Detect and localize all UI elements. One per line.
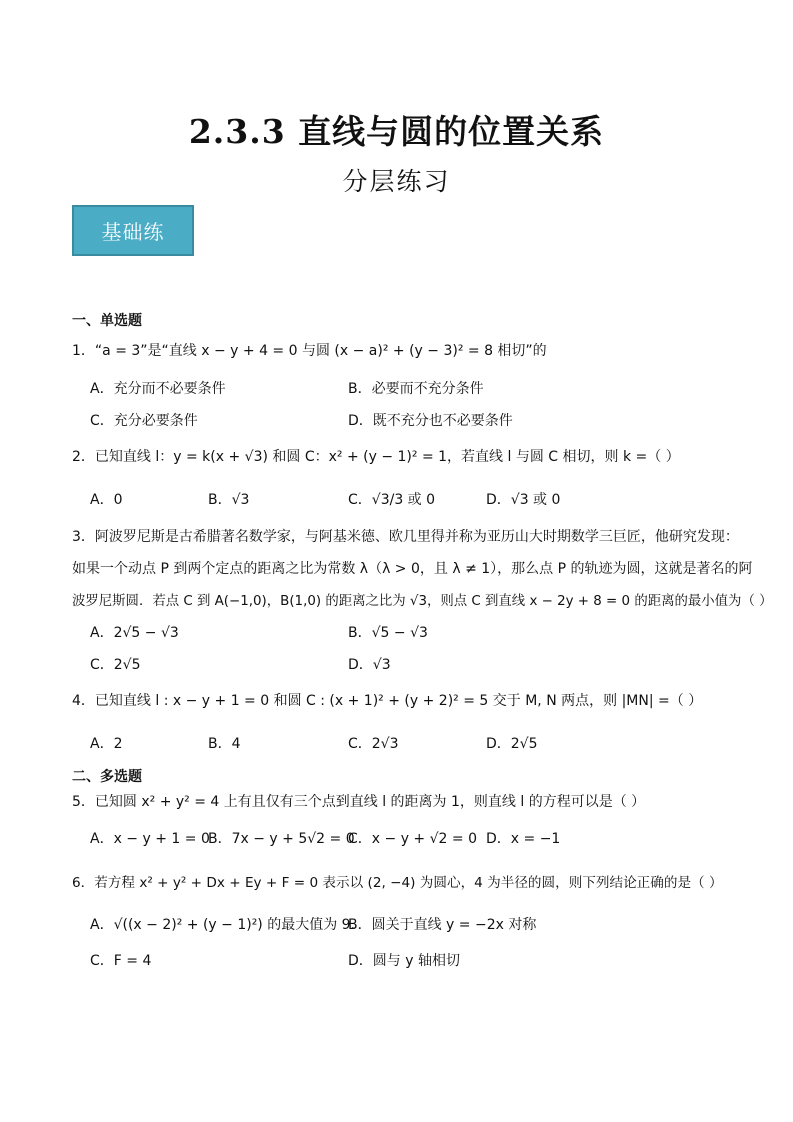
question-3-option-d: D．√3 — [348, 657, 391, 673]
question-4-option-a: A．2 — [90, 736, 123, 752]
question-6-stem: 6．若方程 x² + y² + Dx + Ey + F = 0 表示以 (2, −4) 为圆心，4 为半径的圆，则下列结论正确的是（ ） — [72, 875, 723, 891]
question-2-stem: 2．已知直线 l：y = k(x + √3) 和圆 C：x² + (y − 1)² = 1，若直线 l 与圆 C 相切，则 k =（ ） — [72, 449, 680, 465]
question-2-option-c: C．√3/3 或 0 — [348, 492, 436, 508]
question-5-option-d: D．x = −1 — [486, 831, 561, 847]
page-title: 2.3.3 直线与圆的位置关系 — [188, 112, 605, 151]
question-3-option-c: C．2√5 — [90, 657, 141, 673]
question-3-option-a: A．2√5 − √3 — [90, 625, 179, 641]
question-3-line-2: 如果一个动点 P 到两个定点的距离之比为常数 λ（λ > 0，且 λ ≠ 1），那么点 P 的轨迹为圆，这就是著名的阿 — [72, 561, 753, 577]
question-4-stem: 4．已知直线 l : x − y + 1 = 0 和圆 C : (x + 1)² + (y + 2)² = 5 交于 M, N 两点，则 |MN| =（ ） — [72, 693, 703, 709]
question-6-option-d: D．圆与 y 轴相切 — [348, 953, 460, 969]
question-6-option-c: C．F = 4 — [90, 953, 152, 969]
question-3-line-1: 3．阿波罗尼斯是古希腊著名数学家，与阿基米德、欧几里得并称为亚历山大时期数学三巨匠，他研究发现： — [72, 529, 739, 545]
question-6-option-b: B．圆关于直线 y = −2x 对称 — [348, 917, 537, 933]
page-subtitle: 分层练习 — [342, 167, 451, 196]
section-heading-single: 一、单选题 — [72, 313, 142, 329]
question-5-option-c: C．x − y + √2 = 0 — [348, 831, 477, 847]
question-1-option-b: B．必要而不充分条件 — [348, 381, 484, 397]
question-2-option-a: A．0 — [90, 492, 123, 508]
question-1-option-d: D．既不充分也不必要条件 — [348, 413, 513, 429]
question-2-option-d: D．√3 或 0 — [486, 492, 561, 508]
question-1-option-c: C．充分必要条件 — [90, 413, 198, 429]
question-5-option-b: B．7x − y + 5√2 = 0 — [208, 831, 355, 847]
question-4-option-c: C．2√3 — [348, 736, 399, 752]
question-5-stem: 5．已知圆 x² + y² = 4 上有且仅有三个点到直线 l 的距离为 1，则直线 l 的方程可以是（ ） — [72, 794, 646, 810]
question-4-option-d: D．2√5 — [486, 736, 538, 752]
question-2-option-b: B．√3 — [208, 492, 250, 508]
question-1-stem: 1．“a = 3”是“直线 x − y + 4 = 0 与圆 (x − a)² + (y − 3)² = 8 相切”的 — [72, 343, 547, 359]
question-6-option-a: A．√((x − 2)² + (y − 1)²) 的最大值为 9． — [90, 917, 365, 933]
question-4-option-b: B．4 — [208, 736, 241, 752]
section-heading-multi: 二、多选题 — [72, 769, 142, 785]
question-1-option-a: A．充分而不必要条件 — [90, 381, 226, 397]
question-3-line-3: 波罗尼斯圆．若点 C 到 A(−1,0)，B(1,0) 的距离之比为 √3，则点 C 到直线 x − 2y + 8 = 0 的距离的最小值为（ ） — [72, 594, 773, 609]
question-3-option-b: B．√5 − √3 — [348, 625, 428, 641]
question-5-option-a: A．x − y + 1 = 0 — [90, 831, 210, 847]
level-badge: 基础练 — [72, 205, 194, 256]
